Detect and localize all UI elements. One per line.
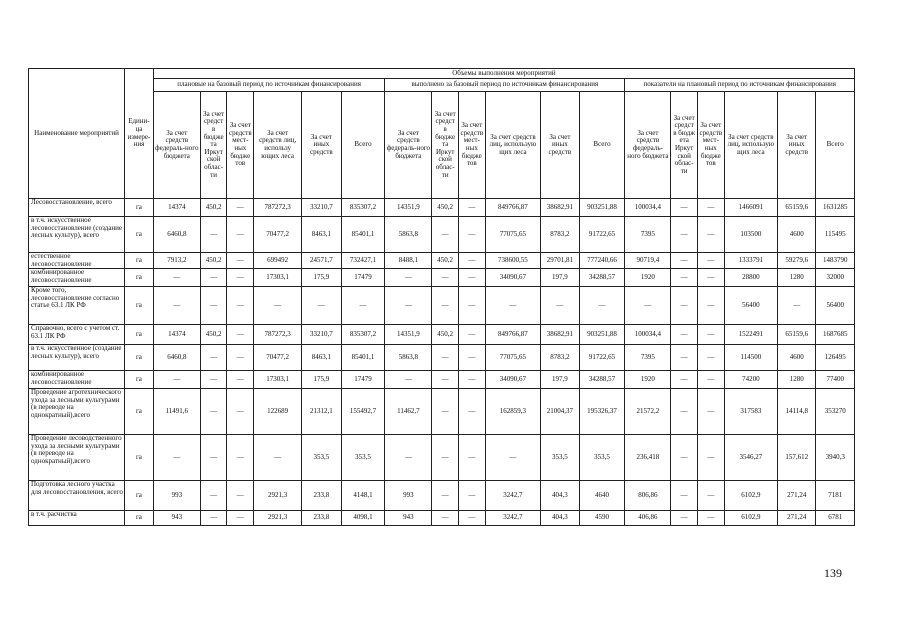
row-unit: га <box>125 269 154 287</box>
row-unit: га <box>125 253 154 269</box>
row-value: — <box>227 389 254 435</box>
row-value: — <box>698 389 725 435</box>
row-value: 233,8 <box>302 481 341 511</box>
row-value: — <box>153 435 200 481</box>
row-value: 197,9 <box>541 371 579 389</box>
row-value: 6102,9 <box>724 481 777 511</box>
row-value: 34288,57 <box>579 371 625 389</box>
table-row <box>29 287 855 325</box>
row-value: 6460,8 <box>153 345 200 371</box>
row-value: — <box>671 481 698 511</box>
row-value: — <box>625 287 671 325</box>
row-value: — <box>671 389 698 435</box>
table-row <box>29 389 855 435</box>
table-row <box>29 217 855 253</box>
header-source-col: За счет средств лиц, использую щих леса <box>724 92 777 199</box>
row-value: — <box>227 511 254 526</box>
row-value: — <box>459 269 486 287</box>
row-value: 175,9 <box>302 371 341 389</box>
row-value: — <box>698 253 725 269</box>
row-value: — <box>671 435 698 481</box>
row-value: 353,5 <box>541 435 579 481</box>
row-value: 450,2 <box>200 325 227 345</box>
row-value: 353270 <box>816 389 855 435</box>
header-source-col: За счет средст в бюдже та Иркут ской облас-ти <box>432 92 459 199</box>
row-value: 115495 <box>816 217 855 253</box>
row-value: 1522491 <box>724 325 777 345</box>
row-value: — <box>385 269 432 287</box>
row-value: — <box>778 287 816 325</box>
row-value: 787272,3 <box>254 199 302 217</box>
row-value: 5863,8 <box>385 345 432 371</box>
row-value: 353,5 <box>302 435 341 481</box>
row-value: — <box>432 345 459 371</box>
row-value: 4600 <box>778 345 816 371</box>
header-source-col: За счет средств лиц, использую щих леса <box>485 92 540 199</box>
measures-table <box>28 68 855 526</box>
row-value: 1631285 <box>816 199 855 217</box>
row-value: — <box>698 199 725 217</box>
row-value: — <box>459 253 486 269</box>
row-value: 155492,7 <box>341 389 385 435</box>
header-source-col: За счет средств федераль-ного бюджета <box>625 92 671 199</box>
row-value: — <box>200 511 227 526</box>
row-value: — <box>459 511 486 526</box>
header-group-planned-future: показатели на плановый период по источникам финансирования <box>625 79 855 92</box>
row-value: 4590 <box>579 511 625 526</box>
row-value: — <box>698 217 725 253</box>
row-value: — <box>459 287 486 325</box>
row-value: 1920 <box>625 371 671 389</box>
row-unit: га <box>125 389 154 435</box>
row-value: 943 <box>385 511 432 526</box>
row-value: — <box>432 511 459 526</box>
row-value: 14114,8 <box>778 389 816 435</box>
row-value: 11462,7 <box>385 389 432 435</box>
row-value: — <box>200 287 227 325</box>
row-value: — <box>432 217 459 253</box>
row-value: 1920 <box>625 269 671 287</box>
row-value: — <box>698 287 725 325</box>
row-unit: га <box>125 217 154 253</box>
row-value: 353,5 <box>341 435 385 481</box>
row-value: — <box>698 345 725 371</box>
row-value: 38682,91 <box>541 199 579 217</box>
row-value: 993 <box>153 481 200 511</box>
header-source-col: За счет средст в бюдж ета Иркут ской облас-ти <box>671 92 698 199</box>
row-value: 353,5 <box>579 435 625 481</box>
row-value: — <box>200 371 227 389</box>
row-value: 7395 <box>625 345 671 371</box>
page-number: 139 <box>824 566 842 580</box>
row-value: — <box>385 287 432 325</box>
row-value: — <box>227 435 254 481</box>
row-name: в т.ч. искусственное (создание лесных культур), всего <box>29 345 125 371</box>
row-value: — <box>432 435 459 481</box>
row-value: — <box>671 269 698 287</box>
row-value: — <box>200 217 227 253</box>
row-value: 236,418 <box>625 435 671 481</box>
row-name: комбинированное лесовосстановление <box>29 371 125 389</box>
row-value: — <box>153 371 200 389</box>
row-value: — <box>200 269 227 287</box>
header-volumes: Объемы выполнения мероприятий <box>153 69 854 79</box>
row-value: — <box>153 287 200 325</box>
row-value: 91722,65 <box>579 345 625 371</box>
row-value: — <box>459 435 486 481</box>
header-source-col: За счет средств мест-ных бюдже тов <box>459 92 486 199</box>
row-value: 233,8 <box>302 511 341 526</box>
row-value: 21004,37 <box>541 389 579 435</box>
header-source-col: За счет иных средств <box>302 92 341 199</box>
table-row <box>29 253 855 269</box>
row-value: 787272,3 <box>254 325 302 345</box>
table-row <box>29 435 855 481</box>
row-name: Кроме того, лесовосстановление согласно статье 63.1 ЛК РФ <box>29 287 125 325</box>
row-value: 7913,2 <box>153 253 200 269</box>
row-value: 777240,66 <box>579 253 625 269</box>
row-value: — <box>153 269 200 287</box>
row-value: 195326,37 <box>579 389 625 435</box>
row-value: — <box>671 199 698 217</box>
row-value: — <box>385 371 432 389</box>
row-value: 406,86 <box>625 511 671 526</box>
row-value: — <box>432 371 459 389</box>
row-value: 450,2 <box>432 253 459 269</box>
row-value: 114500 <box>724 345 777 371</box>
row-value: 1466091 <box>724 199 777 217</box>
row-value: 8783,2 <box>541 345 579 371</box>
table-row <box>29 199 855 217</box>
row-value: 100034,4 <box>625 325 671 345</box>
row-unit: га <box>125 371 154 389</box>
row-value: 70477,2 <box>254 345 302 371</box>
row-value: 65159,6 <box>778 199 816 217</box>
row-value: — <box>671 287 698 325</box>
row-value: — <box>227 371 254 389</box>
row-value: 450,2 <box>432 199 459 217</box>
row-value: — <box>341 287 385 325</box>
row-value: 1333791 <box>724 253 777 269</box>
row-value: 317583 <box>724 389 777 435</box>
row-value: — <box>200 435 227 481</box>
row-value: 450,2 <box>432 325 459 345</box>
header-name: Наименование мероприятий <box>29 69 125 199</box>
header-source-col: За счет средств федераль-ного бюджета <box>153 92 200 199</box>
header-source-col: За счет средств федераль-ного бюджета <box>385 92 432 199</box>
row-value: 59279,6 <box>778 253 816 269</box>
row-value: 404,3 <box>541 481 579 511</box>
row-value: 77075,65 <box>485 217 540 253</box>
row-value: — <box>227 269 254 287</box>
row-value: 197,9 <box>541 269 579 287</box>
row-value: — <box>227 325 254 345</box>
row-value: 732427,1 <box>341 253 385 269</box>
row-value: 175,9 <box>302 269 341 287</box>
row-value: 77400 <box>816 371 855 389</box>
row-value: 8783,2 <box>541 217 579 253</box>
row-value: 17303,1 <box>254 269 302 287</box>
row-value: 14374 <box>153 325 200 345</box>
row-name: комбинированное лесовосстановление <box>29 269 125 287</box>
row-value: — <box>227 345 254 371</box>
row-value: 103500 <box>724 217 777 253</box>
row-value: 3242,7 <box>485 511 540 526</box>
row-value: 1280 <box>778 371 816 389</box>
row-value: 21572,2 <box>625 389 671 435</box>
row-value: 1483790 <box>816 253 855 269</box>
row-value: 85401,1 <box>341 217 385 253</box>
row-value: 91722,65 <box>579 217 625 253</box>
row-value: 100034,4 <box>625 199 671 217</box>
row-unit: га <box>125 435 154 481</box>
row-value: — <box>227 287 254 325</box>
header-group-done-base: выполнено за базовый период по источникам финансирования <box>385 79 625 92</box>
row-value: 699492 <box>254 253 302 269</box>
row-value: 14351,9 <box>385 325 432 345</box>
row-unit: га <box>125 287 154 325</box>
row-value: 74200 <box>724 371 777 389</box>
row-value: — <box>671 253 698 269</box>
row-value: 5863,8 <box>385 217 432 253</box>
row-value: 14351,9 <box>385 199 432 217</box>
table-row <box>29 511 855 526</box>
row-value: — <box>432 481 459 511</box>
row-value: 993 <box>385 481 432 511</box>
row-value: 8463,1 <box>302 345 341 371</box>
row-value: 11491,6 <box>153 389 200 435</box>
row-name: Проведение лесоводственного ухода за лесными культурами (в переводе на однократный),всего <box>29 435 125 481</box>
row-value: — <box>227 481 254 511</box>
row-value: 126495 <box>816 345 855 371</box>
row-value: 8488,1 <box>385 253 432 269</box>
row-name: в т.ч. расчистка <box>29 511 125 526</box>
header-group-planned-base: плановые на базовый период по источникам финансирования <box>153 79 385 92</box>
row-value: 29701,81 <box>541 253 579 269</box>
row-value: — <box>485 287 540 325</box>
row-value: — <box>432 389 459 435</box>
row-value: 2921,3 <box>254 511 302 526</box>
row-name: Лесовосстановление, всего <box>29 199 125 217</box>
row-value: 34090,67 <box>485 371 540 389</box>
row-value: 32000 <box>816 269 855 287</box>
row-value: 943 <box>153 511 200 526</box>
row-value: — <box>459 345 486 371</box>
row-value: 6781 <box>816 511 855 526</box>
row-value: 849766,87 <box>485 325 540 345</box>
row-value: 903251,88 <box>579 325 625 345</box>
row-value: 1280 <box>778 269 816 287</box>
row-value: 17303,1 <box>254 371 302 389</box>
row-unit: га <box>125 481 154 511</box>
row-unit: га <box>125 199 154 217</box>
row-value: 28800 <box>724 269 777 287</box>
row-value: 7395 <box>625 217 671 253</box>
row-value: 157,612 <box>778 435 816 481</box>
row-value: 17479 <box>341 269 385 287</box>
row-value: 849766,87 <box>485 199 540 217</box>
row-name: в т.ч. искусственное лесовосстановление (создание лесных культур), всего <box>29 217 125 253</box>
row-value: — <box>698 481 725 511</box>
header-source-col: За счет средств мест-ных бюдже тов <box>227 92 254 199</box>
row-value: — <box>671 371 698 389</box>
row-value: 3546,27 <box>724 435 777 481</box>
row-value: 738600,55 <box>485 253 540 269</box>
table-row <box>29 371 855 389</box>
row-name: Справочно, всего с учетом ст. 63.1 ЛК РФ <box>29 325 125 345</box>
row-value: 85401,1 <box>341 345 385 371</box>
row-value: — <box>459 481 486 511</box>
row-value: 903251,88 <box>579 199 625 217</box>
header-source-col: За счет иных средств <box>541 92 579 199</box>
row-value: 24571,7 <box>302 253 341 269</box>
row-value: — <box>254 287 302 325</box>
row-value: 271,24 <box>778 481 816 511</box>
row-value: — <box>698 435 725 481</box>
row-value: 17479 <box>341 371 385 389</box>
row-value: 56400 <box>724 287 777 325</box>
row-value: 122689 <box>254 389 302 435</box>
row-value: 34288,57 <box>579 269 625 287</box>
row-value: — <box>227 217 254 253</box>
table-row <box>29 269 855 287</box>
row-value: 450,2 <box>200 199 227 217</box>
row-value: — <box>671 325 698 345</box>
row-value: 4148,1 <box>341 481 385 511</box>
row-value: — <box>432 287 459 325</box>
document-page <box>28 68 855 526</box>
row-value: 404,3 <box>541 511 579 526</box>
row-value: 4640 <box>579 481 625 511</box>
row-value: — <box>541 287 579 325</box>
row-value: — <box>671 217 698 253</box>
row-value: 70477,2 <box>254 217 302 253</box>
row-value: 7181 <box>816 481 855 511</box>
row-value: 14374 <box>153 199 200 217</box>
table-row <box>29 325 855 345</box>
header-source-col: За счет средст в бюдже та Иркут ской облас-ти <box>200 92 227 199</box>
table-row <box>29 481 855 511</box>
header-unit: Едини-ца измере-ния <box>125 69 154 199</box>
header-source-col: За счет иных средств <box>778 92 816 199</box>
row-value: 4098,1 <box>341 511 385 526</box>
row-value: — <box>579 287 625 325</box>
row-value: — <box>200 389 227 435</box>
row-value: — <box>459 217 486 253</box>
row-value: 450,2 <box>200 253 227 269</box>
row-value: — <box>698 511 725 526</box>
row-value: 271,24 <box>778 511 816 526</box>
row-value: — <box>459 325 486 345</box>
row-value: 33210,7 <box>302 325 341 345</box>
row-value: 4600 <box>778 217 816 253</box>
row-unit: га <box>125 345 154 371</box>
row-value: — <box>200 345 227 371</box>
row-value: 6102,9 <box>724 511 777 526</box>
row-value: — <box>227 253 254 269</box>
row-value: 2921,3 <box>254 481 302 511</box>
row-value: 3940,3 <box>816 435 855 481</box>
row-value: 6460,8 <box>153 217 200 253</box>
row-name: Проведение агротехнического ухода за лесными культурами (в переводе на однократный),всего <box>29 389 125 435</box>
row-value: 90719,4 <box>625 253 671 269</box>
row-value: — <box>302 287 341 325</box>
row-value: — <box>671 345 698 371</box>
row-value: — <box>432 269 459 287</box>
header-source-col: За счет средств мест-ных бюдже тов <box>698 92 725 199</box>
row-value: — <box>254 435 302 481</box>
row-value: — <box>459 199 486 217</box>
row-value: 21312,1 <box>302 389 341 435</box>
row-value: 1687685 <box>816 325 855 345</box>
row-value: — <box>485 435 540 481</box>
row-value: 65159,6 <box>778 325 816 345</box>
header-source-col: Всего <box>579 92 625 199</box>
header-source-col: За счет средств лиц, использу ющих леса <box>254 92 302 199</box>
row-value: 8463,1 <box>302 217 341 253</box>
header-source-col: Всего <box>816 92 855 199</box>
row-value: — <box>671 511 698 526</box>
row-value: — <box>200 481 227 511</box>
row-value: 3242,7 <box>485 481 540 511</box>
row-value: — <box>698 371 725 389</box>
row-unit: га <box>125 511 154 526</box>
row-name: естественное лесовосстановление <box>29 253 125 269</box>
row-value: — <box>459 371 486 389</box>
row-value: — <box>459 389 486 435</box>
row-value: — <box>385 435 432 481</box>
row-value: 806,86 <box>625 481 671 511</box>
row-value: 835307,2 <box>341 325 385 345</box>
row-value: — <box>698 325 725 345</box>
row-value: 34090,67 <box>485 269 540 287</box>
row-value: 38682,91 <box>541 325 579 345</box>
row-value: 162859,3 <box>485 389 540 435</box>
row-value: 33210,7 <box>302 199 341 217</box>
row-value: — <box>698 269 725 287</box>
row-value: — <box>227 199 254 217</box>
table-row <box>29 345 855 371</box>
header-source-col: Всего <box>341 92 385 199</box>
row-name: Подготовка лесного участка для лесовосстановления, всего <box>29 481 125 511</box>
row-unit: га <box>125 325 154 345</box>
row-value: 835307,2 <box>341 199 385 217</box>
row-value: 56400 <box>816 287 855 325</box>
row-value: 77075,65 <box>485 345 540 371</box>
